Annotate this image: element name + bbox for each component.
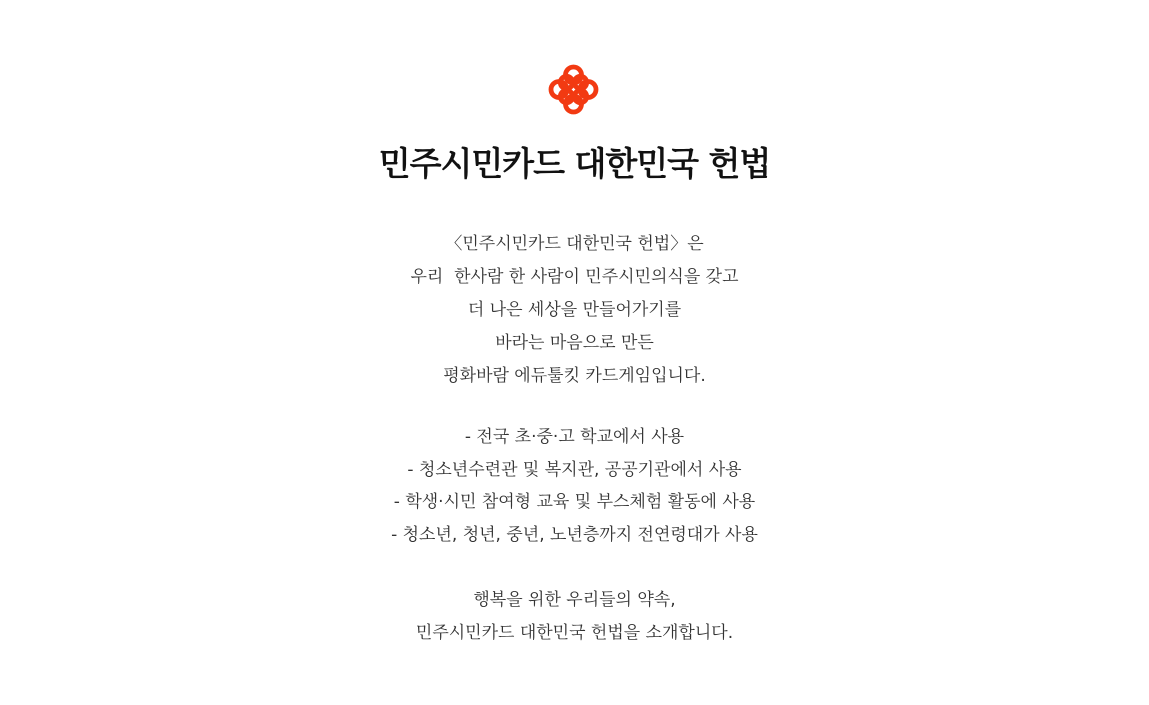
usage-item: - 전국 초·중·고 학교에서 사용 [464,427,685,447]
brand-logo [547,63,600,116]
closing-line: 행복을 위한 우리들의 약속, [473,590,676,610]
usage-list [0,421,1149,551]
intro-paragraph [0,228,1149,393]
closing-line: 민주시민카드 대한민국 헌법을 소개합니다. [415,623,734,643]
intro-line: 〈민주시민카드 대한민국 헌법〉은 [445,234,704,254]
intro-line: 바라는 마음으로 만든 [495,333,654,353]
four-circle-knot-icon [547,63,600,116]
page-title: 민주시민카드 대한민국 헌법 [378,144,771,183]
intro-line: 우리 한사람 한 사람이 민주시민의식을 갖고 [410,267,739,287]
closing-paragraph [0,584,1149,650]
usage-item: - 청소년, 청년, 중년, 노년층까지 전연령대가 사용 [391,524,758,545]
intro-line: 평화바람 에듀툴킷 카드게임입니다. [443,366,706,386]
usage-item: - 학생·시민 참여형 교육 및 부스체험 활동에 사용 [393,492,756,512]
intro-line: 더 나은 세상을 만들어가기를 [467,300,682,320]
usage-item: - 청소년수련관 및 복지관, 공공기관에서 사용 [407,459,742,480]
